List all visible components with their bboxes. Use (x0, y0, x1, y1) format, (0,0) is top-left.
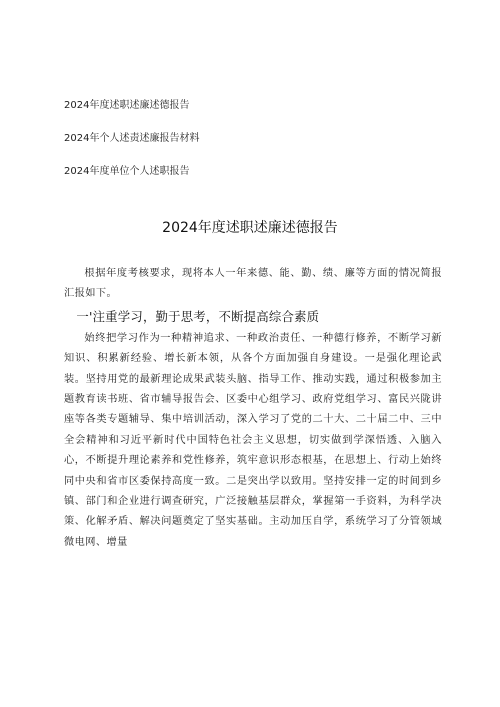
table-of-contents (64, 99, 444, 198)
section-heading-1: 一'注重学习，勤于思考，不断提高综合素质 (76, 308, 320, 324)
toc-item-personal-report[interactable]: 2024年个人述责述廉报告材料 (64, 133, 200, 144)
document-title: 2024年度述职述廉述德报告 (162, 220, 338, 236)
toc-item-annual-report[interactable]: 2024年度述职述廉述德报告 (64, 100, 190, 111)
document-body (64, 264, 442, 553)
toc-item-unit-report[interactable]: 2024年度单位个人述职报告 (64, 166, 190, 177)
section-body-1: 始终把学习作为一种精神追求、一种政治责任、一种德行修养，不断学习新知识、积累新经验、增长新本领，从各个方面加强自身建设。一是强化理论武装。坚持用党的最新理论成果武装头脑、指导工作、推动实践，通过积极参加主题教育读书班、省市辅导报告会、区委中心组学习、政府党组学习、富民兴陇讲座等各类专题辅导、集中培训活动，深入学习了党的二十大、二十届二中、三中全会精神和习近平新时代中国特色社会主义思想，切实做到学深悟透、入脑入心，不断提升理论素养和党性修养，筑牢意识形态根基，在思想上、行动上始终同中央和省市区委保持高度一致。二是突出学以致用。坚持安排一定的时间到乡镇、部门和企业进行调查研究，广泛接触基层群众，掌握第一手资料，为科学决策、化解矛盾、解决问题奠定了坚实基础。主动加压自学，系统学习了分管领域微电网、增量 (64, 332, 442, 548)
intro-paragraph: 根据年度考核要求，现将本人一年来德、能、勤、绩、廉等方面的情况简报汇报如下。 (64, 268, 442, 300)
